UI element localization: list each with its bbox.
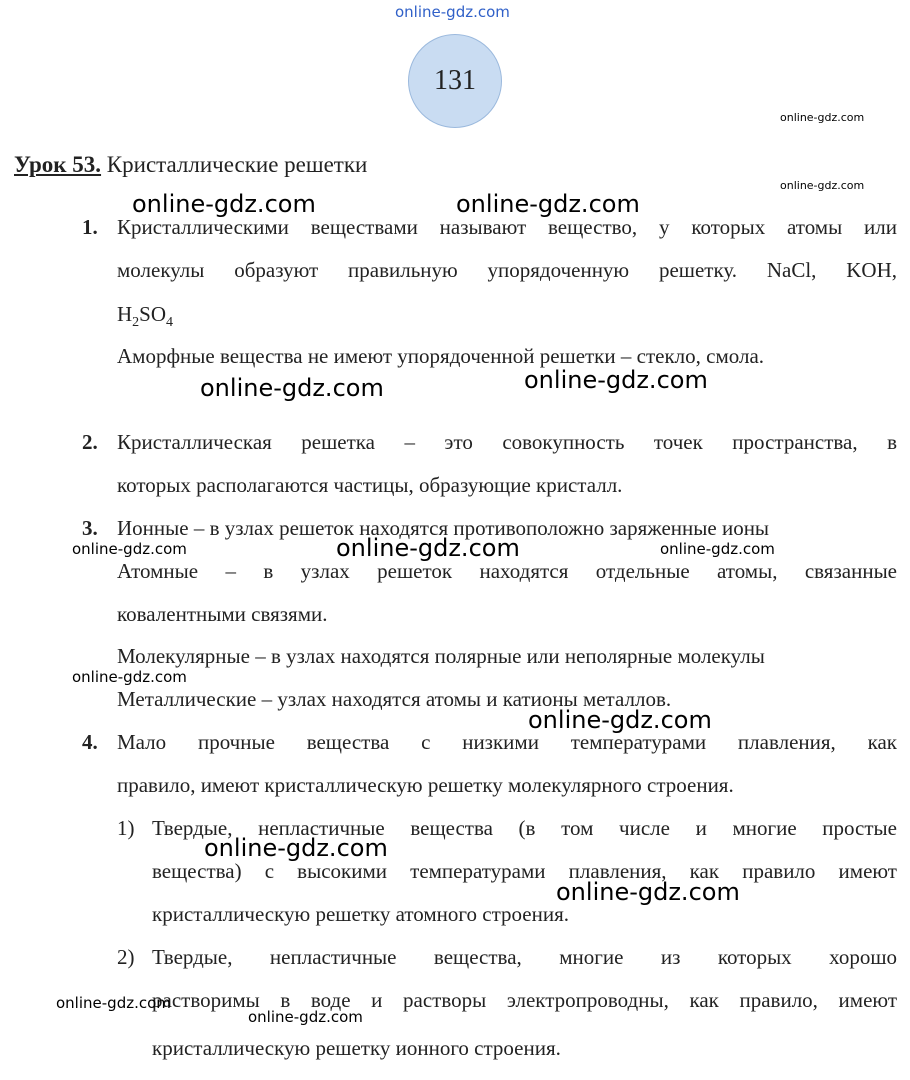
watermark: online-gdz.com (204, 834, 388, 862)
watermark: online-gdz.com (200, 374, 384, 402)
item-4-sub-2-line-3: кристаллическую решетку ионного строения. (152, 1036, 561, 1060)
watermark: online-gdz.com (336, 534, 520, 562)
item-4-sub-2-number: 2) (117, 945, 135, 969)
item-1-line-1: Кристаллическими веществами называют вещество, у которых атомы или (117, 215, 897, 239)
item-1-line-2: молекулы образуют правильную упорядоченную решетку. NaCl, KOH, (117, 258, 897, 282)
lesson-topic: Кристаллические решетки (106, 152, 368, 177)
item-4-sub-1-line-3: кристаллическую решетку атомного строения. (152, 902, 569, 926)
lesson-heading (14, 152, 367, 178)
item-4-sub-1-line-2: вещества) с высокими температурами плавления, как правило имеют (152, 859, 897, 883)
watermark: online-gdz.com (72, 668, 187, 686)
item-3-number: 3. (82, 516, 98, 540)
item-1-formula: $H_2SO_4$ (117, 302, 174, 331)
item-4-number: 4. (82, 730, 98, 754)
site-watermark-top: online-gdz.com (395, 3, 510, 21)
item-2-line-2: которых располагаются частицы, образующие кристалл. (117, 473, 623, 497)
item-3-line-3: ковалентными связями. (117, 602, 328, 626)
item-4-sub-2-line-1: Твердые, непластичные вещества, многие из которых хорошо (152, 945, 897, 969)
item-3-line-5: Металлические – узлах находятся атомы и катионы металлов. (117, 687, 672, 711)
watermark: online-gdz.com (132, 190, 316, 218)
watermark: online-gdz.com (72, 540, 187, 558)
watermark: online-gdz.com (56, 994, 171, 1012)
lesson-number: Урок 53. (14, 152, 102, 177)
item-1-number: 1. (82, 215, 98, 239)
item-2-number: 2. (82, 430, 98, 454)
watermark: online-gdz.com (456, 190, 640, 218)
item-4-sub-1-number: 1) (117, 816, 135, 840)
watermark: online-gdz.com (780, 179, 865, 192)
item-4-sub-1-line-1: Твердые, непластичные вещества (в том числе и многие простые (152, 816, 897, 840)
watermark: online-gdz.com (524, 366, 708, 394)
item-3-line-2: Атомные – в узлах решеток находятся отдельные атомы, связанные (117, 559, 897, 583)
page-number-badge: 131 (408, 34, 502, 128)
watermark: online-gdz.com (660, 540, 775, 558)
item-4-sub-2-line-2: растворимы в воде и растворы электропроводны, как правило, имеют (152, 988, 897, 1012)
watermark: online-gdz.com (248, 1008, 363, 1026)
item-1-line-4: Аморфные вещества не имеют упорядоченной решетки – стекло, смола. (117, 344, 765, 368)
item-3-line-4: Молекулярные – в узлах находятся полярные или неполярные молекулы (117, 644, 765, 668)
item-4-line-2: правило, имеют кристаллическую решетку молекулярного строения. (117, 773, 734, 797)
watermark: online-gdz.com (528, 706, 712, 734)
item-2-line-1: Кристаллическая решетка – это совокупность точек пространства, в (117, 430, 897, 454)
item-3-line-1: Ионные – в узлах решеток находятся противоположно заряженные ионы (117, 516, 770, 540)
watermark: online-gdz.com (780, 111, 865, 124)
item-4-line-1: Мало прочные вещества с низкими температурами плавления, как (117, 730, 897, 754)
watermark: online-gdz.com (556, 878, 740, 906)
